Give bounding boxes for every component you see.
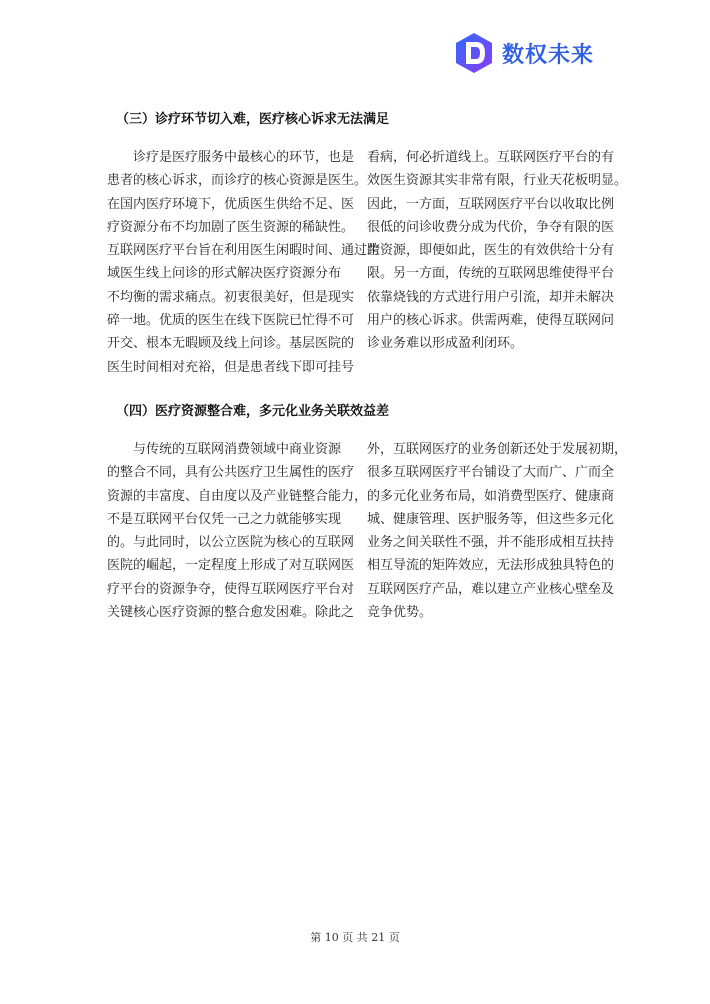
logo-mark-icon — [454, 32, 494, 74]
text-line: 疗资源分布不均加剧了医生资源的稀缺性。 — [107, 219, 355, 235]
text-line: 域医生线上问诊的形式解决医疗资源分布 — [107, 266, 342, 282]
text-line: 不是互联网平台仅凭一己之力就能够实现 — [107, 511, 342, 527]
section-3-heading: （三）诊疗环节切入难，医疗核心诉求无法满足 — [116, 112, 390, 127]
text-line: 竞争优势。 — [367, 605, 433, 621]
section-4-heading: （四）医疗资源整合难，多元化业务关联效益差 — [116, 404, 390, 419]
text-line: 业务之间关联性不强，并不能形成相互扶持 — [367, 535, 615, 551]
text-line: 不均衡的需求痛点。初衷很美好，但是现实 — [107, 289, 355, 305]
section-3-left-column — [107, 146, 381, 379]
text-line: 与传统的互联网消费领域中商业资源 — [107, 442, 342, 457]
text-line: 的整合不同，具有公共医疗卫生属性的医疗 — [107, 465, 355, 481]
text-line: 相互导流的矩阵效应，无法形成独具特色的 — [367, 558, 615, 574]
page-number: 第 10 页 共 21 页 — [310, 931, 400, 944]
text-line: 依靠烧钱的方式进行用户引流，却并未解决 — [367, 289, 615, 305]
text-line: 互联网医疗平台旨在利用医生闲暇时间、通过跨 — [107, 243, 381, 259]
text-line: 的多元化业务布局，如消费型医疗、健康商 — [367, 488, 615, 504]
brand-logo — [454, 32, 594, 74]
section-3-right-column — [367, 146, 628, 356]
text-line: 互联网医疗产品，难以建立产业核心壁垒及 — [367, 581, 615, 597]
text-line: 患者的核心诉求，而诊疗的核心资源是医生。 — [107, 173, 368, 189]
text-line: 疗平台的资源争夺，使得互联网医疗平台对 — [107, 581, 355, 597]
text-line: 用户的核心诉求。供需两难，使得互联网问 — [367, 313, 615, 329]
section-4-left-column — [107, 438, 368, 624]
section-4-right-column — [367, 438, 628, 624]
text-line: 诊疗是医疗服务中最核心的环节，也是 — [107, 150, 355, 165]
text-line: 的。与此同时，以公立医院为核心的互联网 — [107, 535, 355, 551]
text-line: 资源的丰富度、自由度以及产业链整合能力， — [107, 488, 368, 504]
logo-text: 数权未来 — [502, 42, 595, 68]
text-line: 生资源，即便如此，医生的有效供给十分有 — [367, 243, 615, 259]
text-line: 医院的崛起，一定程度上形成了对互联网医 — [107, 558, 355, 574]
text-line: 在国内医疗环境下，优质医生供给不足、医 — [107, 196, 355, 212]
text-line: 因此，一方面，互联网医疗平台以收取比例 — [367, 196, 615, 212]
text-line: 城、健康管理、医护服务等，但这些多元化 — [367, 511, 615, 527]
text-line: 碎一地。优质的医生在线下医院已忙得不可 — [107, 313, 355, 329]
text-line: 开交、根本无暇顾及线上问诊。基层医院的 — [107, 336, 355, 352]
text-line: 诊业务难以形成盈利闭环。 — [367, 336, 524, 352]
text-line: 很多互联网医疗平台铺设了大而广、广而全 — [367, 465, 615, 481]
text-line: 医生时间相对充裕，但是患者线下即可挂号 — [107, 359, 355, 375]
text-line: 效医生资源其实非常有限，行业天花板明显。 — [367, 173, 628, 189]
text-line: 关键核心医疗资源的整合愈发困难。除此之 — [107, 605, 355, 621]
text-line: 看病，何必折道线上。互联网医疗平台的有 — [367, 150, 615, 165]
text-line: 外，互联网医疗的业务创新还处于发展初期， — [367, 442, 628, 457]
text-line: 很低的问诊收费分成为代价，争夺有限的医 — [367, 219, 615, 235]
text-line: 限。另一方面，传统的互联网思维使得平台 — [367, 266, 615, 282]
